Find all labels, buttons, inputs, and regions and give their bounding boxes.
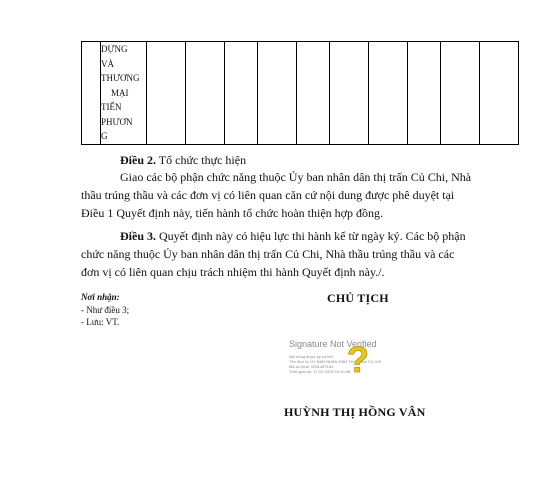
- name-line: TIẾN: [101, 102, 122, 112]
- table-cell: [408, 42, 441, 145]
- signature-status: Signature Not Verified: [289, 339, 377, 349]
- name-line: G: [101, 131, 108, 141]
- signature-line: Nội dung được ký số bởi:: [289, 354, 335, 359]
- svg-text:?: ?: [347, 341, 369, 377]
- signer-name: HUỲNH THỊ HỒNG VÂN: [284, 405, 426, 419]
- article-2-heading-text: Tổ chức thực hiện: [156, 153, 247, 167]
- article-3-line: chức năng thuộc Ủy ban nhân dân thị trấn Củ Chi, Nhà thầu trúng thầu và các: [81, 247, 455, 261]
- recipients-title: Nơi nhận:: [81, 292, 120, 302]
- article-2-line: thầu trúng thầu và các đơn vị có liên quan căn cứ nội dung được phê duyệt tại: [81, 188, 455, 202]
- table-cell: [258, 42, 297, 145]
- article-2-title: [120, 151, 246, 169]
- recipient-item: - Như điều 3;: [81, 304, 130, 315]
- name-line: VÀ: [101, 58, 114, 69]
- article-3-text: Quyết định này có hiệu lực thi hành kể từ ngày ký. Các bộ phận: [156, 229, 466, 243]
- article-3-line: đơn vị có liên quan chịu trách nhiệm thi hành Quyết định này./.: [81, 265, 385, 279]
- article-2-heading: Điều 2.: [120, 153, 156, 167]
- question-mark-icon: [343, 341, 373, 377]
- table-cell: [186, 42, 225, 145]
- signature-line: Thời gian ký: 17-02-2025 10:10:48: [289, 369, 351, 374]
- name-line: PHƯƠN: [101, 116, 133, 127]
- article-2-line: Điều 1 Quyết định này, tiến hành tổ chức hoàn thiện hợp đồng.: [81, 206, 384, 220]
- signature-line: Tên đơn vị: ỦY BAN NHÂN DÂN THỊ TRẤN CỦ CHI: [289, 359, 382, 364]
- article-3-heading: Điều 3.: [120, 229, 156, 243]
- table-cell: [297, 42, 330, 145]
- table-cell: [147, 42, 186, 145]
- table-cell: [480, 42, 519, 145]
- table-cell: [225, 42, 258, 145]
- recipient-item: - Lưu: VT.: [81, 317, 120, 327]
- recipients-block: [81, 291, 129, 329]
- signer-title: CHỦ TỊCH: [327, 291, 389, 305]
- table-row: [82, 42, 519, 145]
- name-line: THƯƠNG: [101, 73, 140, 83]
- table-cell: [369, 42, 408, 145]
- table-cell: [441, 42, 480, 145]
- article-3-line: [120, 227, 466, 245]
- table-cell: [330, 42, 369, 145]
- article-2-line: Giao các bộ phận chức năng thuộc Ủy ban nhân dân thị trấn Củ Chi, Nhà: [120, 170, 472, 184]
- contractor-table-fragment: [81, 41, 519, 145]
- contractor-name-cell: [101, 42, 147, 145]
- signature-line: Mã số thuế: 0001457181: [289, 364, 334, 369]
- table-cell: [82, 42, 101, 145]
- name-line: MẠI: [111, 87, 129, 98]
- name-line: DỰNG: [101, 44, 128, 54]
